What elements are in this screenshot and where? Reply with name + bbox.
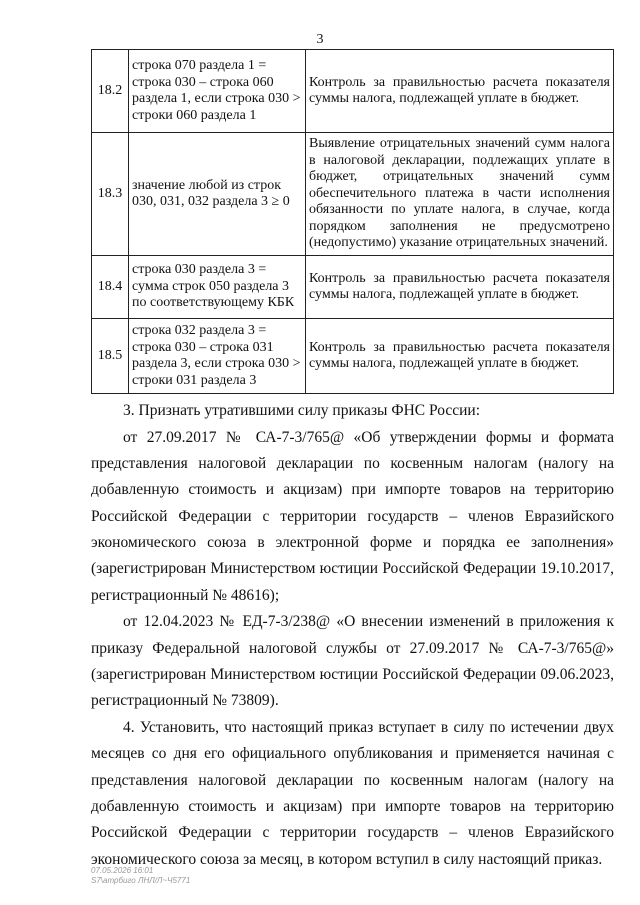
validation-rules-table <box>91 49 614 394</box>
paragraph-item-4: 4. Установить, что настоящий приказ вступает в силу по истечении двух месяцев со дня его официального опубликования и применяется начиная с представления налоговой декларации по косвенным налогам (налогу на добавленную стоимость и акцизам) при импорте товаров на территорию Российской Федерации с территории государств – членов Евразийского экономического союза за месяц, в котором вступил в силу настоящий приказ. <box>91 719 614 868</box>
footer-stamp <box>91 866 291 886</box>
paragraph-repealed-order-1: от 27.09.2017 № СА-7-3/765@ «Об утверждении формы и формата представления налоговой декларации по косвенным налогам (налогу на добавленную стоимость и акцизам) при импорте товаров на территорию Российской Федерации с территории государств – членов Евразийского экономического союза в электронной форме и порядка ее заполнения» (зарегистрирован Министерством юстиции Российской Федерации 19.10.2017, регистрационный № 48616); <box>91 428 614 604</box>
footer-line: Ѕ7\атрбиго ЛНЛ/Л~Ч5771 <box>91 876 191 885</box>
paragraph-item-3: 3. Признать утратившими силу приказы ФНС России: <box>123 402 481 419</box>
table-row <box>92 133 614 256</box>
row-condition: строка 070 раздела 1 = строка 030 – строка 060 раздела 1, если строка 030 > строки 060 раздела 1 <box>129 50 306 133</box>
row-number: 18.5 <box>92 319 129 394</box>
row-condition: строка 030 раздела 3 = сумма строк 050 раздела 3 по соответствующему КБК <box>129 256 306 319</box>
row-description: Выявление отрицательных значений сумм налога в налоговой декларации, подлежащих уплате в бюджет, отрицательных значений сумм обеспечительного платежа в части исполнения обязанности по уплате налога, в случае, когда порядком заполнения не предусмотрено (недопустимо) указание отрицательных значений. <box>306 133 614 256</box>
row-condition: значение любой из строк 030, 031, 032 раздела 3 ≥ 0 <box>129 133 306 256</box>
page-number: 3 <box>316 32 324 47</box>
footer-line: 07.05.2026 16:01 <box>91 866 154 875</box>
row-condition: строка 032 раздела 3 = строка 030 – строка 031 раздела 3, если строка 030 > строки 031 раздела 3 <box>129 319 306 394</box>
table-row <box>92 256 614 319</box>
row-number: 18.2 <box>92 50 129 133</box>
row-description: Контроль за правильностью расчета показателя суммы налога, подлежащей уплате в бюджет. <box>306 50 614 133</box>
table-row <box>92 319 614 394</box>
paragraph-repealed-order-2: от 12.04.2023 № ЕД-7-3/238@ «О внесении изменений в приложения к приказу Федеральной налоговой службы от 27.09.2017 № СА-7-3/765@» (зарегистрирован Министерством юстиции Российской Федерации 09.06.2023, регистрационный № 73809). <box>91 613 614 710</box>
row-number: 18.4 <box>92 256 129 319</box>
table-row <box>92 50 614 133</box>
row-number: 18.3 <box>92 133 129 256</box>
row-description: Контроль за правильностью расчета показателя суммы налога, подлежащей уплате в бюджет. <box>306 256 614 319</box>
document-body <box>91 398 614 873</box>
row-description: Контроль за правильностью расчета показателя суммы налога, подлежащей уплате в бюджет. <box>306 319 614 394</box>
